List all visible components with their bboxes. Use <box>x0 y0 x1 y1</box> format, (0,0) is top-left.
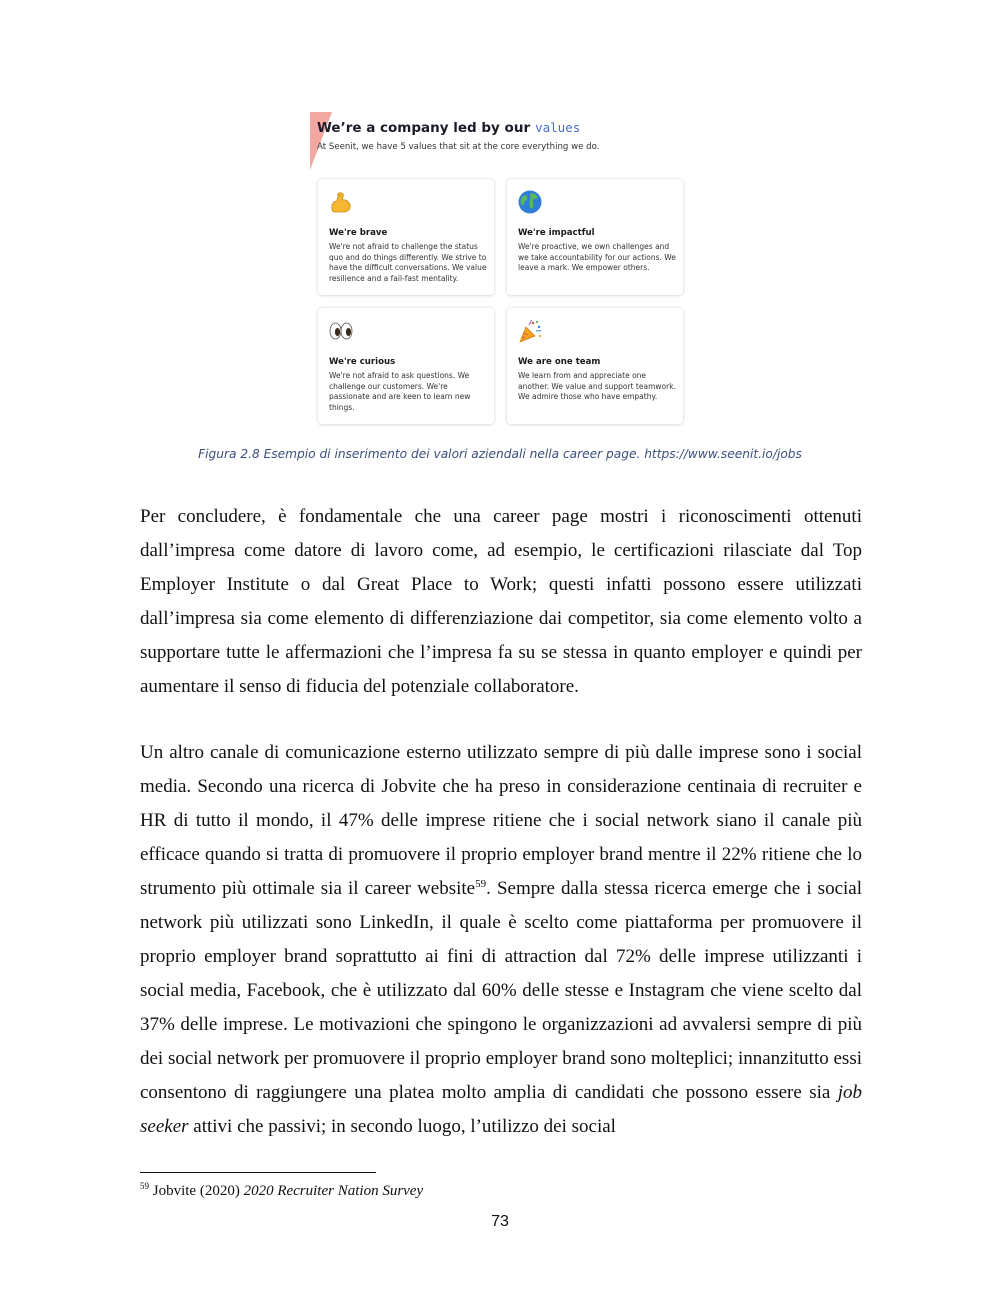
eyes-icon <box>328 318 354 344</box>
paragraph: Un altro canale di comunicazione esterno utilizzato sempre di più dalle imprese sono i social media. Secondo una ricerca di Jobvite che ha preso in considerazione centinaia di recruiter e HR di tutto il mondo, il 47% delle imprese ritiene che i social network siano il canale più efficace quando si tratta di promuovere il proprio employer brand mentre il 22% ritiene che lo strumento più ottimale sia il career website$^{59}$. Sempre dalla stessa ricerca emerge che i social network più utilizzati sono LinkedIn, il quale è scelto come piattaforma per promuovere il proprio employer brand soprattutto ai fini di attraction dal 72% delle imprese utilizzanti i social media, Facebook, che è utilizzato dal 60% delle stesse e Instagram che viene scelto dal 37% delle imprese. Le motivazioni che spingono le organizzazioni ad avvalersi sempre di più dei social network per promuovere il proprio employer brand sono molteplici; innanzitutto essi consentono di raggiungere una platea molto amplia di candidati che possono essere sia job seeker attivi che passivi; in secondo luogo, l’utilizzo dei social <box>140 742 862 1137</box>
card-body: We're not afraid to ask questions. We challenge our customers. We're passionate and are keen to learn new things. <box>329 371 471 412</box>
card-title: We're brave <box>329 228 388 238</box>
figure-caption: Figura 2.8 Esempio di inserimento dei valori aziendali nella career page. https://www.seenit.io/jobs <box>198 447 802 461</box>
footnote-title: 2020 Recruiter Nation Survey <box>243 1183 424 1199</box>
footnote: $^{59}$ Jobvite (2020) 2020 Recruiter Nation Survey <box>140 1181 424 1199</box>
card-title: We're impactful <box>518 228 595 238</box>
party-popper-icon <box>517 318 543 344</box>
card-title: We're curious <box>329 357 396 367</box>
flexed-biceps-icon <box>328 189 354 215</box>
page-number: 73 <box>491 1213 509 1230</box>
footnote-number: 59 <box>140 1181 149 1191</box>
value-card-brave <box>318 179 494 295</box>
card-body: We're proactive, we own challenges and we take accountability for our actions. We leave a mark. We empower others. <box>518 242 676 272</box>
footnote-ref: 59 <box>475 878 487 890</box>
card-title: We are one team <box>518 357 601 367</box>
footnote-divider <box>140 1172 376 1173</box>
card-body: We learn from and appreciate one another. We value and support teamwork. We admire those who have empathy. <box>518 371 676 401</box>
value-card-curious <box>318 308 494 424</box>
italic-term: job seeker <box>140 1082 862 1137</box>
globe-icon <box>517 189 543 215</box>
values-figure <box>310 112 690 430</box>
figure-title: We’re a company led by our values <box>317 120 581 136</box>
card-body: We're not afraid to challenge the status quo and do things differently. We strive to have the difficult conversations. We value resilience and a fail-fast mentality. <box>329 242 487 283</box>
paragraph: Per concludere, è fondamentale che una career page mostri i riconoscimenti ottenuti dall’impresa come datore di lavoro come, ad esempio, le certificazioni rilasciate dal Top Employer Institute o dal Great Place to Work; questi infatti possono essere utilizzati dall’impresa sia come elemento di differenziazione dai competitor, sia come elemento volto a supportare tutte le affermazioni che l’impresa fa su se stessa in quanto employer e quindi per aumentare il senso di fiducia del potenziale collaboratore. <box>140 506 862 697</box>
figure-subtitle: At Seenit, we have 5 values that sit at the core everything we do. <box>317 142 600 152</box>
value-card-impactful <box>507 179 683 295</box>
value-card-one-team <box>507 308 683 424</box>
figure-title-highlight: values <box>535 120 581 135</box>
